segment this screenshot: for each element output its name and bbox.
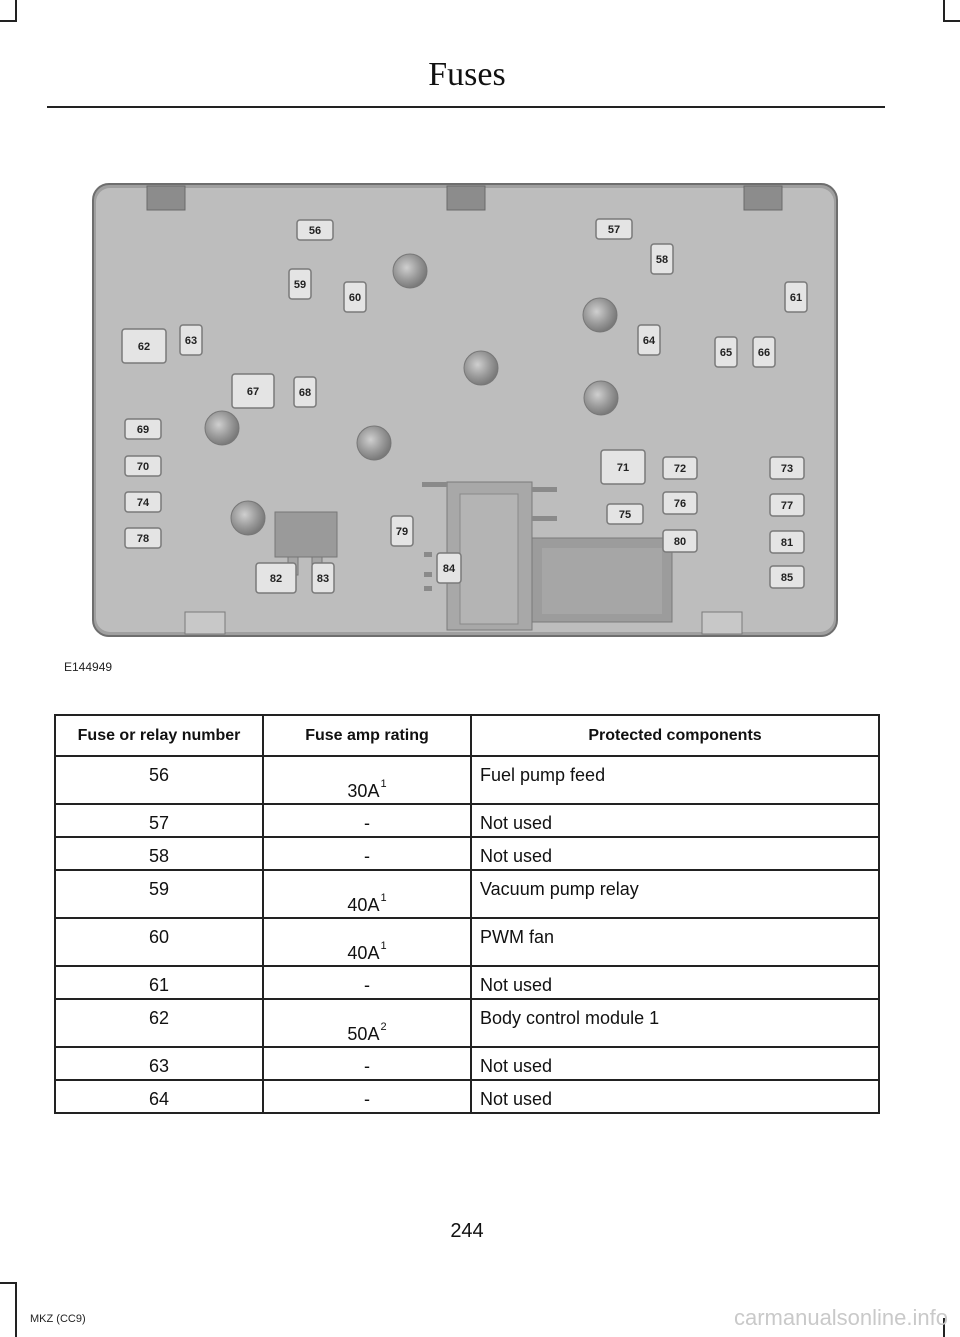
mounting-bolt xyxy=(584,381,618,415)
fuse-75 xyxy=(607,504,643,524)
fuse-74 xyxy=(125,492,161,512)
crop-mark-bottom-left-h xyxy=(0,1282,17,1284)
fuse-number: 60 xyxy=(55,918,263,966)
fuse-83 xyxy=(312,563,334,593)
fuse-label: 74 xyxy=(136,497,150,509)
fuse-label: 82 xyxy=(269,573,283,585)
top-tab xyxy=(744,186,782,210)
crop-mark-top-right-h xyxy=(943,20,960,22)
fuse-82 xyxy=(256,563,296,593)
footnote-ref: 1 xyxy=(380,778,387,790)
page-title: Fuses xyxy=(428,56,506,93)
model-code: MKZ (CC9) xyxy=(30,1313,86,1325)
fuse-number: 63 xyxy=(55,1047,263,1080)
footnote-ref: 1 xyxy=(380,892,387,904)
fuse-label: 59 xyxy=(293,279,307,291)
amp-rating: - xyxy=(263,837,471,870)
mounting-bolt xyxy=(357,426,391,460)
table-row xyxy=(55,1047,879,1080)
fuse-label: 69 xyxy=(136,424,150,436)
fuse-number: 58 xyxy=(55,837,263,870)
mounting-bolt xyxy=(464,351,498,385)
footnote-ref: 2 xyxy=(380,1021,387,1033)
amp-rating xyxy=(263,756,471,804)
relay-block xyxy=(275,512,337,557)
fuse-label: 66 xyxy=(757,347,771,359)
fuse-73 xyxy=(770,457,804,479)
fuse-61 xyxy=(785,282,807,312)
fuse-label: 80 xyxy=(673,536,687,548)
fuse-label: 73 xyxy=(780,463,794,475)
table-header-row xyxy=(55,715,879,756)
fuse-label: 84 xyxy=(442,563,456,575)
fuse-number: 57 xyxy=(55,804,263,837)
fuse-label: 85 xyxy=(780,572,794,584)
protected-component: Vacuum pump relay xyxy=(471,870,879,918)
fuse-table xyxy=(54,714,880,1114)
connector-pin xyxy=(424,572,432,577)
title-rule xyxy=(47,106,885,108)
fuse-number: 59 xyxy=(55,870,263,918)
connector-pin xyxy=(424,552,432,557)
fuse-label: 64 xyxy=(642,335,656,347)
amp-value: 40A xyxy=(347,943,380,963)
amp-rating: - xyxy=(263,1080,471,1113)
table-row xyxy=(55,1080,879,1113)
fuse-85 xyxy=(770,566,804,588)
fuse-58 xyxy=(651,244,673,274)
fuse-label: 79 xyxy=(395,526,409,538)
crop-mark-top-right-v xyxy=(943,0,945,22)
watermark: carmanualsonline.info xyxy=(733,1305,948,1330)
fuse-label: 63 xyxy=(184,335,198,347)
amp-rating xyxy=(263,870,471,918)
table-row xyxy=(55,804,879,837)
fuse-label: 60 xyxy=(348,292,362,304)
table-row xyxy=(55,756,879,804)
fuse-label: 81 xyxy=(780,537,794,549)
fuse-label: 65 xyxy=(719,347,733,359)
fuse-60 xyxy=(344,282,366,312)
connector-pin xyxy=(532,516,557,521)
column-header-components: Protected components xyxy=(471,715,879,756)
fuse-57 xyxy=(596,219,632,239)
fuse-label: 58 xyxy=(655,254,669,266)
fuse-77 xyxy=(770,494,804,516)
fuse-72 xyxy=(663,457,697,479)
amp-rating: - xyxy=(263,966,471,999)
fuse-62 xyxy=(122,329,166,363)
fuse-79 xyxy=(391,516,413,546)
fuse-56 xyxy=(297,220,333,240)
fuse-number: 61 xyxy=(55,966,263,999)
protected-component: Fuel pump feed xyxy=(471,756,879,804)
table-row xyxy=(55,918,879,966)
crop-mark-top-left-v xyxy=(15,0,17,22)
mounting-bolt xyxy=(205,411,239,445)
fuse-label: 71 xyxy=(616,462,630,474)
table-row xyxy=(55,870,879,918)
connector-pin xyxy=(424,586,432,591)
page-number: 244 xyxy=(450,1220,484,1242)
table-row xyxy=(55,837,879,870)
amp-rating: - xyxy=(263,804,471,837)
column-header-number: Fuse or relay number xyxy=(55,715,263,756)
fuse-label: 77 xyxy=(780,500,794,512)
fuse-label: 67 xyxy=(246,386,260,398)
fuse-label: 57 xyxy=(607,224,621,236)
fuse-label: 70 xyxy=(136,461,150,473)
fuse-78 xyxy=(125,528,161,548)
crop-mark-bottom-left-v xyxy=(15,1282,17,1337)
top-tab xyxy=(447,186,485,210)
fuse-label: 83 xyxy=(316,573,330,585)
figure-id: E144949 xyxy=(64,660,113,674)
protected-component: Body control module 1 xyxy=(471,999,879,1047)
amp-value: 50A xyxy=(347,1024,380,1044)
bottom-tab xyxy=(702,612,742,634)
column-header-amp: Fuse amp rating xyxy=(263,715,471,756)
protected-component: Not used xyxy=(471,1080,879,1113)
fuse-76 xyxy=(663,492,697,514)
fuse-71 xyxy=(601,450,645,484)
fuse-63 xyxy=(180,325,202,355)
mounting-bolt xyxy=(231,501,265,535)
bottom-tab xyxy=(185,612,225,634)
protected-component: Not used xyxy=(471,837,879,870)
mounting-bolt xyxy=(583,298,617,332)
fuse-59 xyxy=(289,269,311,299)
fuse-80 xyxy=(663,530,697,552)
protected-component: Not used xyxy=(471,804,879,837)
fuse-64 xyxy=(638,325,660,355)
fuse-number: 56 xyxy=(55,756,263,804)
fuse-number: 64 xyxy=(55,1080,263,1113)
fuse-68 xyxy=(294,377,316,407)
protected-component: Not used xyxy=(471,1047,879,1080)
fuse-65 xyxy=(715,337,737,367)
connector-pin xyxy=(532,487,557,492)
fuse-label: 62 xyxy=(137,341,151,353)
junction-connector-inner xyxy=(460,494,518,624)
protected-component: PWM fan xyxy=(471,918,879,966)
amp-rating: - xyxy=(263,1047,471,1080)
connector-pin xyxy=(422,482,447,487)
fuse-number: 62 xyxy=(55,999,263,1047)
fuse-label: 75 xyxy=(618,509,632,521)
fuse-label: 76 xyxy=(673,498,687,510)
fuse-67 xyxy=(232,374,274,408)
fuse-box-diagram xyxy=(92,182,838,638)
fuse-70 xyxy=(125,456,161,476)
top-tab xyxy=(147,186,185,210)
fuse-label: 72 xyxy=(673,463,687,475)
fuse-69 xyxy=(125,419,161,439)
fuse-81 xyxy=(770,531,804,553)
fuse-label: 68 xyxy=(298,387,312,399)
connector-housing-inner xyxy=(542,548,662,614)
mounting-bolt xyxy=(393,254,427,288)
fuse-66 xyxy=(753,337,775,367)
table-row xyxy=(55,966,879,999)
crop-mark-top-left-h xyxy=(0,20,17,22)
amp-rating xyxy=(263,918,471,966)
amp-rating xyxy=(263,999,471,1047)
amp-value: 30A xyxy=(347,781,380,801)
fuse-label: 78 xyxy=(136,533,150,545)
fuse-label: 61 xyxy=(789,292,803,304)
fuse-84 xyxy=(437,553,461,583)
amp-value: 40A xyxy=(347,895,380,915)
table-row xyxy=(55,999,879,1047)
protected-component: Not used xyxy=(471,966,879,999)
footnote-ref: 1 xyxy=(380,940,387,952)
fuse-label: 56 xyxy=(308,225,322,237)
